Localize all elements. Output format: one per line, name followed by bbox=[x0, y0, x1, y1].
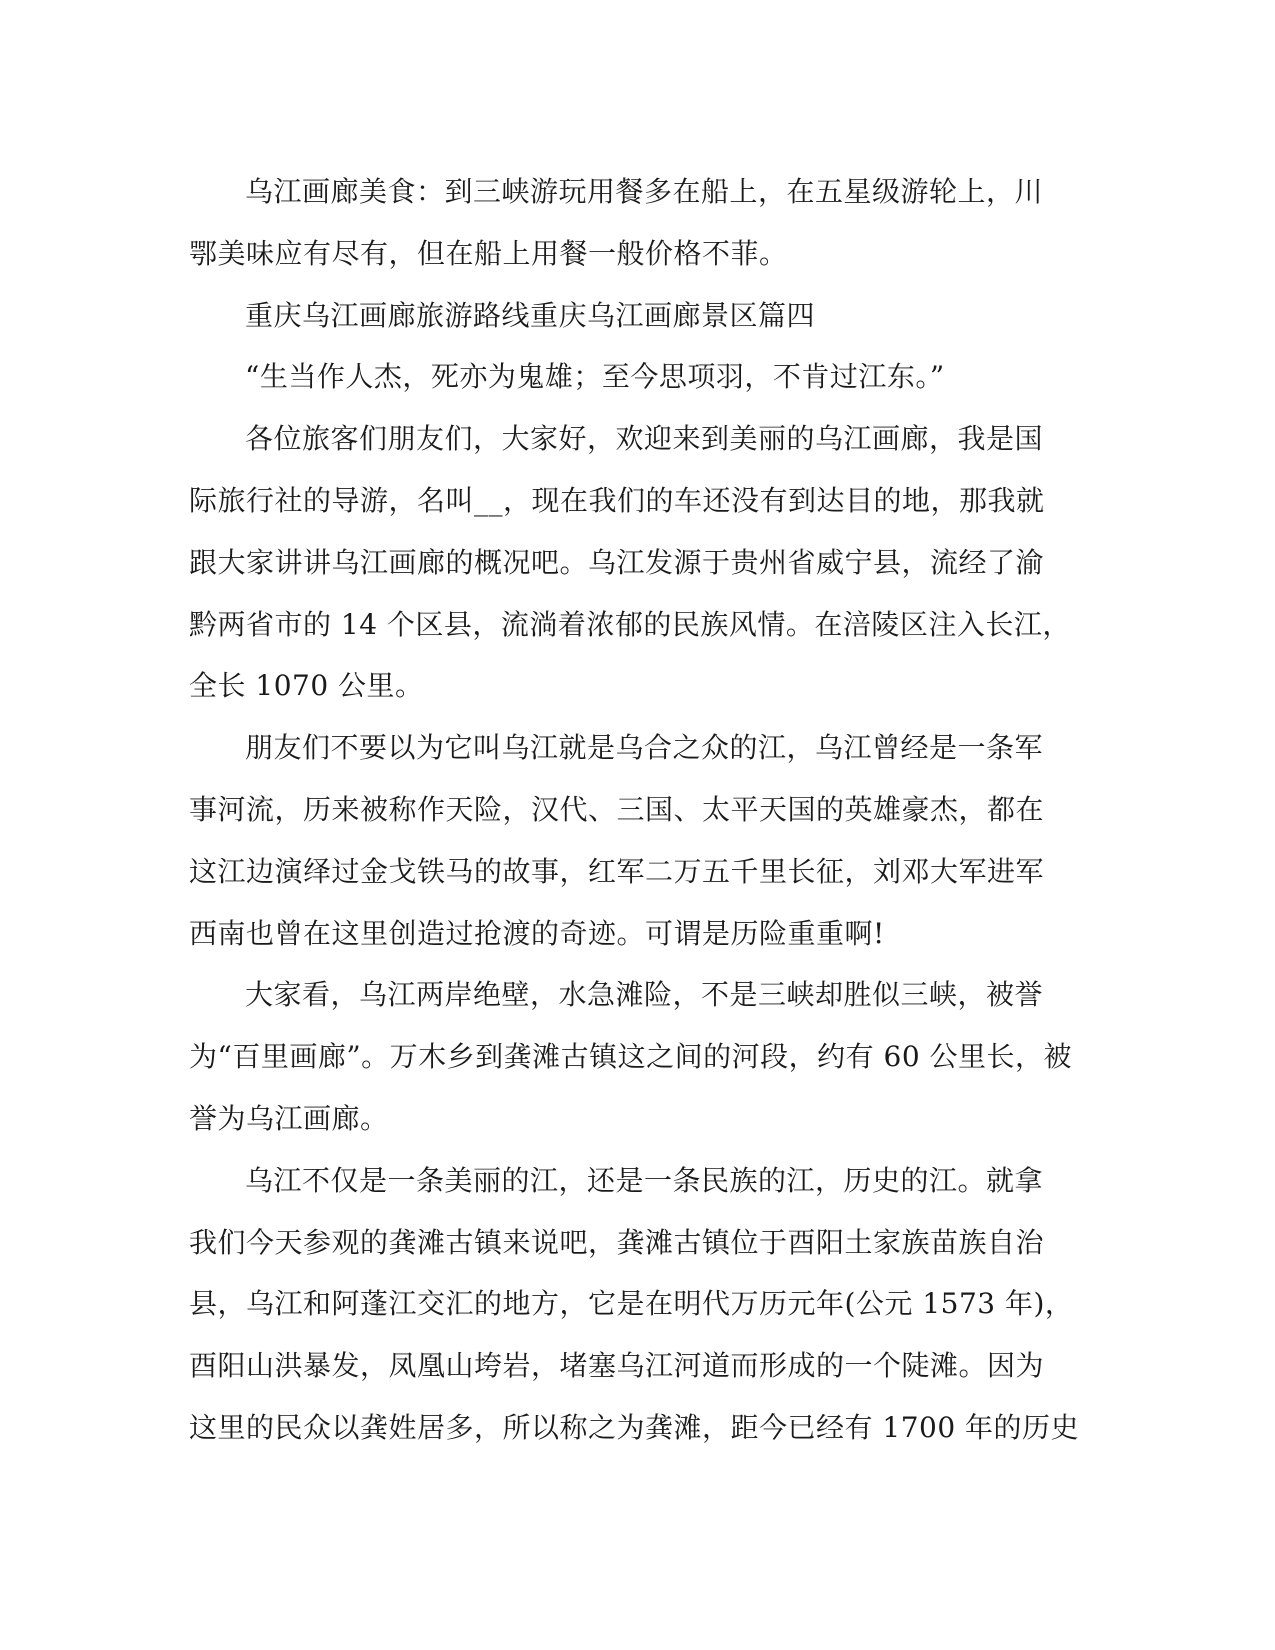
text-line: 这里的民众以龚姓居多，所以称之为龚滩，距今已经有 1700 年的历史 bbox=[189, 1410, 1080, 1444]
paragraph-hundred-li-gallery bbox=[189, 964, 1073, 1149]
text-line: 为“百里画廊”。万木乡到龚滩古镇这之间的河段，约有 60 公里长，被 bbox=[189, 1040, 1073, 1074]
section-heading bbox=[189, 285, 1069, 347]
text-line: 黔两省市的 14 个区县，流淌着浓郁的民族风情。在涪陵区注入长江， bbox=[189, 607, 1071, 641]
text-line: 各位旅客们朋友们，大家好，欢迎来到美丽的乌江画廊，我是国 bbox=[245, 422, 1044, 456]
text-line: 全长 1070 公里。 bbox=[189, 669, 424, 703]
text-line: 西南也曾在这里创造过抢渡的奇迹。可谓是历险重重啊! bbox=[189, 916, 885, 950]
paragraph-greeting bbox=[189, 408, 1069, 717]
text-line: 这江边演绎过金戈铁马的故事，红军二万五千里长征，刘邓大军进军 bbox=[189, 854, 1045, 888]
text-line: 跟大家讲讲乌江画廊的概况吧。乌江发源于贵州省威宁县，流经了渝 bbox=[189, 545, 1045, 579]
text-line: 朋友们不要以为它叫乌江就是乌合之众的江，乌江曾经是一条军 bbox=[245, 731, 1044, 765]
document-body bbox=[189, 161, 1080, 1459]
paragraph-food bbox=[189, 161, 1069, 285]
text-line: 誉为乌江画廊。 bbox=[189, 1101, 389, 1135]
paragraph-gongtan-town bbox=[189, 1150, 1080, 1459]
text-line: 乌江画廊美食：到三峡游玩用餐多在船上，在五星级游轮上，川 bbox=[245, 175, 1044, 208]
text-line: 我们今天参观的龚滩古镇来说吧，龚滩古镇位于酉阳土家族苗族自治 bbox=[189, 1225, 1045, 1259]
poem-quote bbox=[189, 346, 1069, 408]
text-line: 重庆乌江画廊旅游路线重庆乌江画廊景区篇四 bbox=[245, 298, 816, 332]
text-line: 乌江不仅是一条美丽的江，还是一条民族的江，历史的江。就拿 bbox=[245, 1163, 1044, 1197]
text-line: 大家看，乌江两岸绝壁，水急滩险，不是三峡却胜似三峡，被誉 bbox=[245, 978, 1044, 1012]
paragraph-military-river bbox=[189, 717, 1069, 964]
text-line: 事河流，历来被称作天险，汉代、三国、太平天国的英雄豪杰，都在 bbox=[189, 792, 1045, 826]
text-line: 鄂美味应有尽有，但在船上用餐一般价格不菲。 bbox=[189, 236, 788, 270]
text-line: 际旅行社的导游，名叫__，现在我们的车还没有到达目的地，那我就 bbox=[189, 483, 1045, 517]
text-line: 县，乌江和阿蓬江交汇的地方，它是在明代万历元年(公元 1573 年)， bbox=[189, 1287, 1074, 1321]
text-line: “生当作人杰，死亦为鬼雄；至今思项羽，不肯过江东。” bbox=[245, 360, 945, 394]
text-line: 酉阳山洪暴发，凤凰山垮岩，堵塞乌江河道而形成的一个陡滩。因为 bbox=[189, 1349, 1045, 1383]
